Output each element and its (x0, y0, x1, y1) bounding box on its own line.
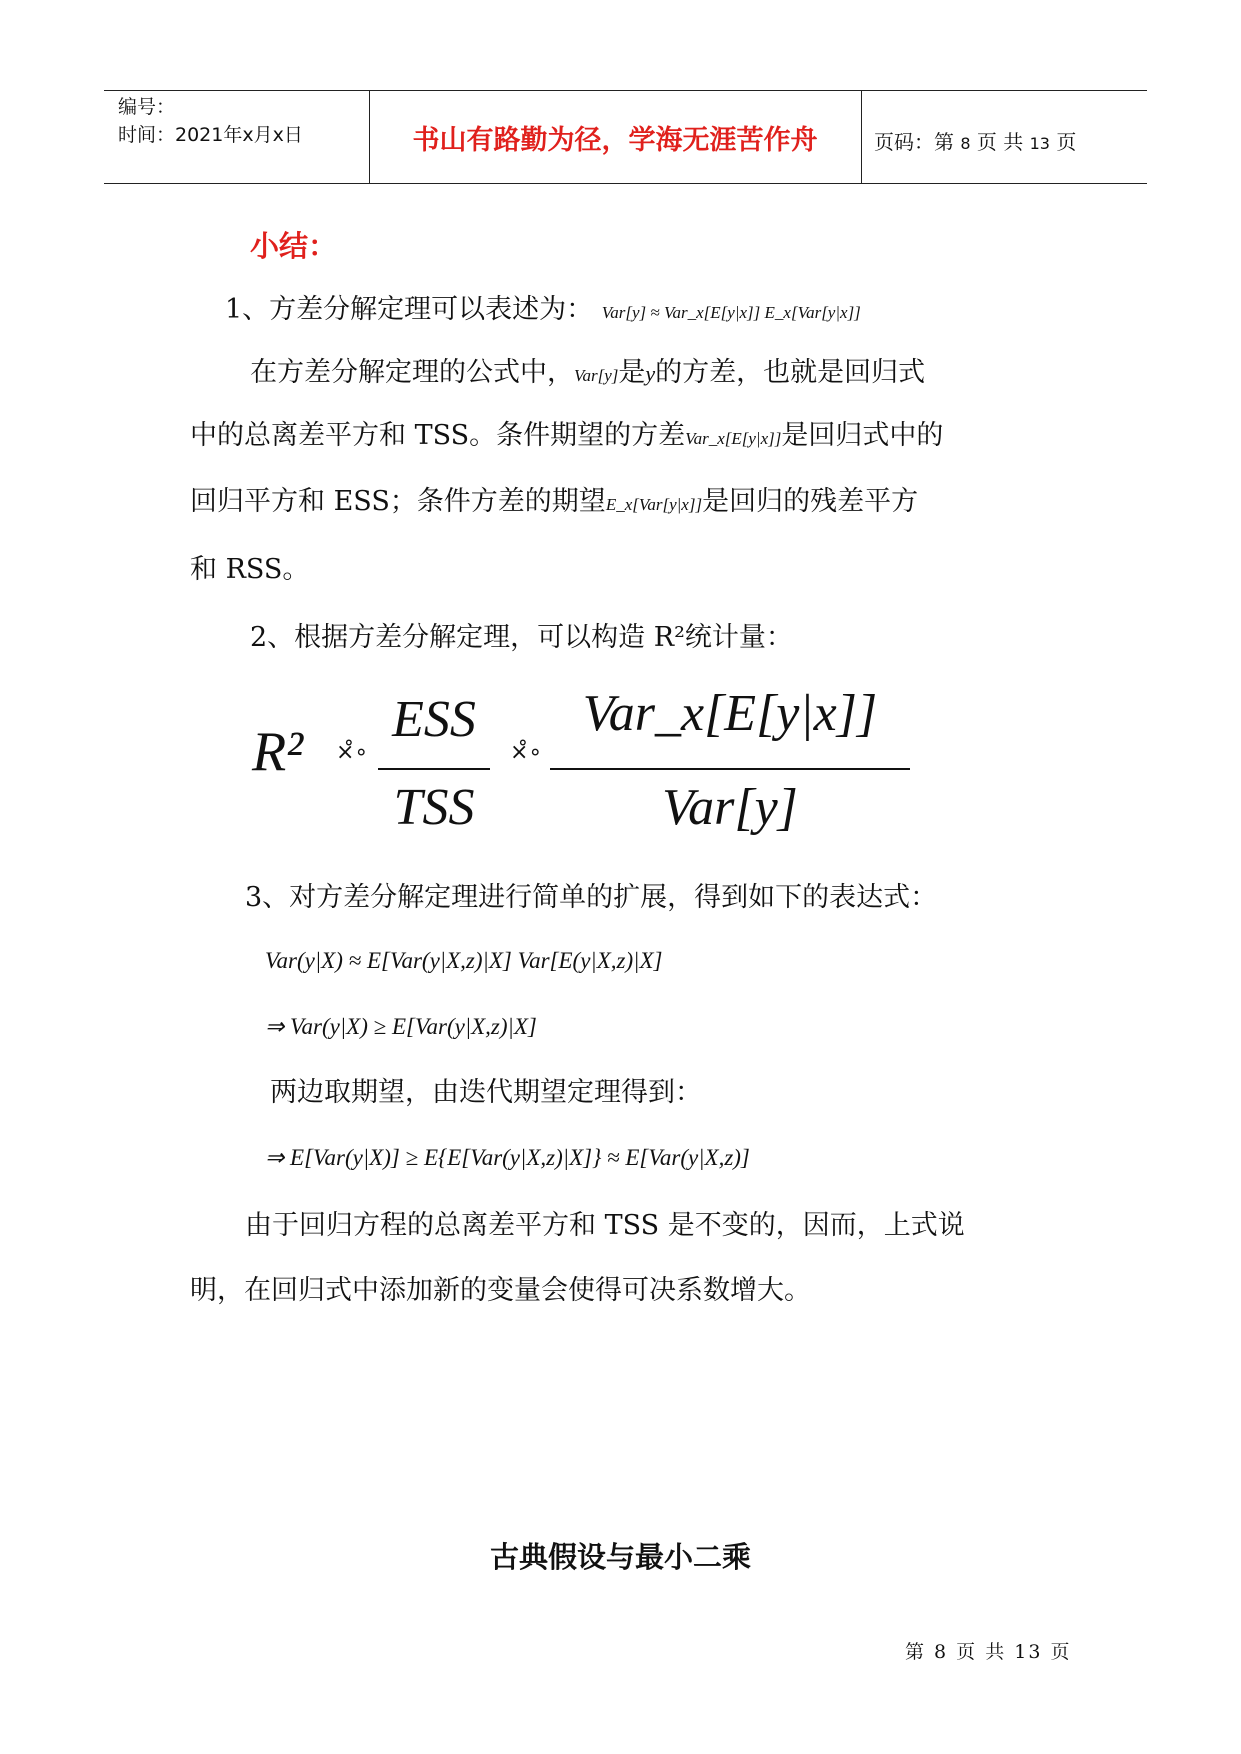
r2-lhs: R² (252, 721, 303, 783)
para1-line3-b: 是回归的残差平方 (702, 486, 919, 517)
next-section-title: 古典假设与最小二乘 (489, 1540, 751, 1574)
approx-symbol-2: ×̊∘ (510, 740, 543, 765)
time-label: 时间：2021年x月x日 (118, 124, 303, 146)
equation-2: ⇒ Var(y|X) ≥ E[Var(y|X,z)|X] (265, 1014, 537, 1039)
para1-line4: 和 RSS。 (190, 554, 310, 585)
para1-line3-a: 回归平方和 ESS；条件方差的期望 (190, 486, 606, 517)
fraction-line-2 (550, 768, 910, 770)
para1-line1-c: 的方差，也就是回归式 (655, 357, 926, 388)
conclusion-line1: 由于回归方程的总离差平方和 TSS 是不变的，因而，上式说 (245, 1210, 965, 1241)
para1-line1-a: 在方差分解定理的公式中， (250, 357, 574, 388)
page-prefix: 页码：第 (874, 130, 954, 154)
approx-symbol-1: ×̊∘ (336, 740, 369, 765)
para1-line2-a: 中的总离差平方和 TSS。条件期望的方差 (190, 420, 686, 451)
header-page-number (874, 126, 1076, 155)
item1-formula: Var[y] ≈ Var_x[E[y|x]] E_x[Var[y|x]] (601, 303, 861, 322)
fraction-line-1 (378, 768, 490, 770)
item1-text: 1、方差分解定理可以表述为： (225, 294, 594, 325)
r2-num2: Var_x[E[y|x]] (582, 685, 878, 742)
page-suffix: 页 (1056, 130, 1077, 154)
r2-num1: ESS (392, 691, 476, 748)
page-mid: 页 共 (976, 130, 1024, 154)
conclusion-line2: 明，在回归式中添加新的变量会使得可决系数增大。 (190, 1275, 811, 1306)
para1-line2 (190, 418, 943, 457)
equation-1: Var(y|X) ≈ E[Var(y|X,z)|X] Var[E(y|X,z)|X] (265, 948, 663, 973)
summary-heading: 小结： (250, 229, 338, 263)
item1 (225, 292, 861, 331)
header-divider-right (861, 90, 862, 183)
para1-line1-b: 是 (618, 357, 646, 388)
equation-3: ⇒ E[Var(y|X)] ≥ E{E[Var(y|X,z)|X]} ≈ E[Var(y|X,z)] (265, 1145, 750, 1170)
para1-line2-b: 是回归式中的 (781, 420, 944, 451)
r2-den2: Var[y] (662, 779, 798, 836)
header-motto: 书山有路勤为径，学海无涯苦作舟 (412, 125, 818, 156)
page-num: 8 (960, 134, 971, 153)
serial-label: 编号： (118, 96, 176, 118)
item2: 2、根据方差分解定理，可以构造 R²统计量： (250, 622, 793, 653)
formula-var-y: Var[y] (574, 366, 619, 385)
header-bottom-rule (104, 183, 1147, 184)
page-total: 13 (1029, 134, 1050, 153)
header-meta (118, 93, 303, 149)
page-footer: 第 8 页 共 13 页 (905, 1641, 1072, 1663)
formula-y: y (645, 361, 656, 386)
header-top-rule (104, 90, 1147, 91)
r2-den1: TSS (393, 779, 475, 836)
item3: 3、对方差分解定理进行简单的扩展，得到如下的表达式： (245, 882, 938, 913)
para1-line3 (190, 484, 918, 523)
mid-text: 两边取期望，由迭代期望定理得到： (270, 1077, 702, 1108)
formula-e-var: E_x[Var[y|x]] (605, 495, 703, 514)
formula-var-e: Var_x[E[y|x]] (685, 429, 782, 448)
para1-line1 (250, 355, 925, 394)
